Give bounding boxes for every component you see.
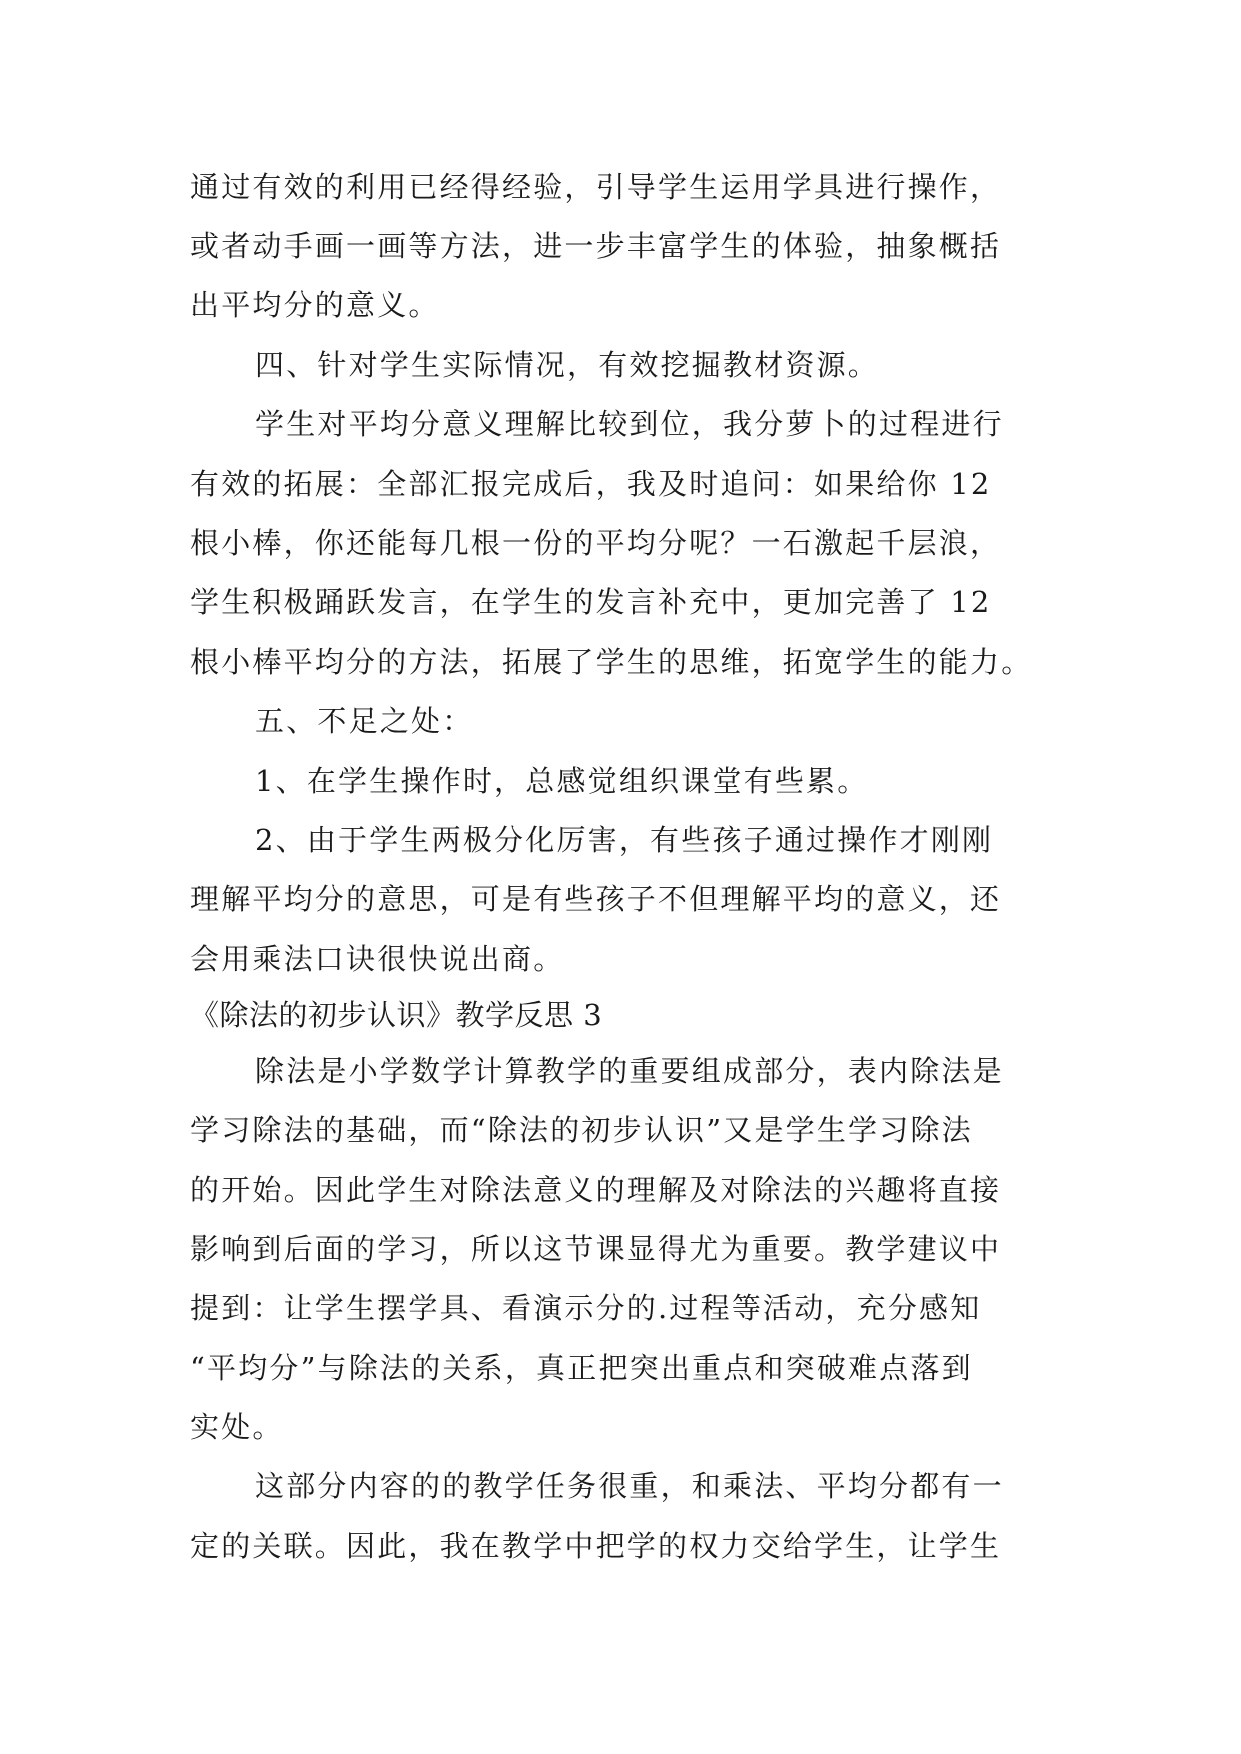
text-line: 影响到后面的学习，所以这节课显得尤为重要。教学建议中	[190, 1232, 1002, 1266]
text-line: 理解平均分的意思，可是有些孩子不但理解平均的意义，还	[190, 882, 1002, 916]
text-line: 通过有效的利用已经得经验，引导学生运用学具进行操作，	[190, 170, 1002, 204]
article-title: 《除法的初步认识》教学反思 3	[190, 998, 603, 1032]
text-line: 的开始。因此学生对除法意义的理解及对除法的兴趣将直接	[190, 1173, 1002, 1207]
text-line: 会用乘法口诀很快说出商。	[190, 942, 565, 976]
text-line: 实处。	[190, 1410, 284, 1444]
list-item: 1、在学生操作时，总感觉组织课堂有些累。	[255, 764, 869, 798]
text-line: 根小棒，你还能每几根一份的平均分呢？一石激起千层浪，	[190, 526, 1002, 560]
text-line: 学生积极踊跃发言，在学生的发言补充中，更加完善了 12	[190, 585, 992, 619]
text-line: 除法是小学数学计算教学的重要组成部分，表内除法是	[255, 1054, 1004, 1088]
text-line: “平均分”与除法的关系，真正把突出重点和突破难点落到	[190, 1351, 973, 1385]
text-line: 学生对平均分意义理解比较到位，我分萝卜的过程进行	[255, 407, 1004, 441]
section-heading: 四、针对学生实际情况，有效挖掘教材资源。	[255, 348, 880, 382]
text-line: 或者动手画一画等方法，进一步丰富学生的体验，抽象概括	[190, 229, 1002, 263]
section-heading: 五、不足之处：	[255, 704, 474, 738]
text-line: 这部分内容的的教学任务很重，和乘法、平均分都有一	[255, 1469, 1004, 1503]
list-item: 2、由于学生两极分化厉害，有些孩子通过操作才刚刚	[255, 823, 994, 857]
text-line: 出平均分的意义。	[190, 288, 440, 322]
text-line: 定的关联。因此，我在教学中把学的权力交给学生，让学生	[190, 1529, 1002, 1563]
text-line: 提到：让学生摆学具、看演示分的.过程等活动，充分感知	[190, 1291, 982, 1325]
text-line: 根小棒平均分的方法，拓展了学生的思维，拓宽学生的能力。	[190, 645, 1033, 679]
text-line: 有效的拓展：全部汇报完成后，我及时追问：如果给你 12	[190, 467, 992, 501]
text-line: 学习除法的基础，而“除法的初步认识”又是学生学习除法	[190, 1113, 973, 1147]
